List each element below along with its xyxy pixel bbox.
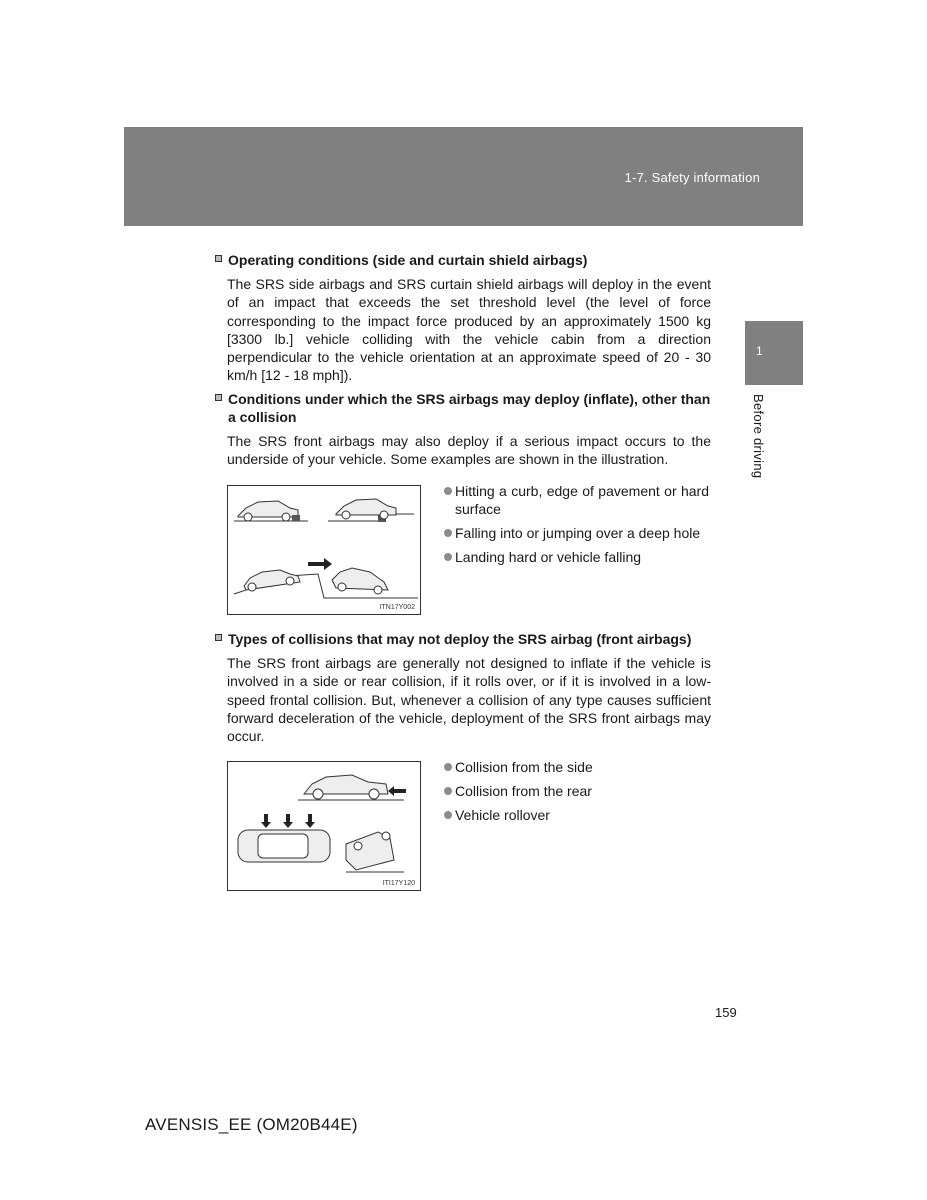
list-item	[443, 806, 709, 824]
square-bullet-icon	[215, 255, 222, 262]
car-top-view-icon	[238, 830, 330, 862]
bullet-dot-icon	[444, 553, 452, 561]
paragraph-may-not-deploy: The SRS front airbags are generally not designed to inflate if the vehicle is involved in a side or rear collision, if it rolls over, or if it is involved in a low-speed frontal collision. But, whenever a collision of any type causes sufficient forward deceleration of the vehicle, deployment of the SRS front airbags may occur.	[227, 655, 711, 745]
bullet-dot-icon	[444, 487, 452, 495]
figure-code: ITN17Y002	[379, 604, 415, 611]
car-icon	[336, 499, 396, 519]
paragraph-other-than-collision: The SRS front airbags may also deploy if a serious impact occurs to the underside of your vehicle. Some examples are shown in the illustration.	[227, 433, 711, 468]
bullet-list-non-deploy-collisions	[443, 758, 709, 830]
bullet-list-deploy-conditions	[443, 482, 709, 572]
list-item	[443, 482, 709, 518]
heading-text: Conditions under which the SRS airbags may deploy (inflate), other than a collision	[228, 391, 711, 425]
square-bullet-icon	[215, 394, 222, 401]
car-rollover-icon	[346, 832, 394, 870]
arrow-left-icon	[388, 786, 406, 796]
list-item-text: Landing hard or vehicle falling	[455, 549, 642, 565]
paragraph-operating-conditions: The SRS side airbags and SRS curtain shield airbags will deploy in the event of an impact that exceeds the set threshold level (the level of force corresponding to the impact force produced by an approximately 1500 kg [3300 lb.] vehicle colliding with the vehicle cabin from a direction perpendicular to the vehicle orientation at an approximate speed of 20 - 30 km/h [12 - 18 mph]).	[227, 276, 711, 384]
bullet-dot-icon	[444, 811, 452, 819]
collision-types-illustration	[228, 762, 420, 890]
figure-collision-types	[227, 761, 421, 891]
list-item-text: Hitting a curb, edge of pavement or hard surface	[455, 483, 709, 517]
bullet-dot-icon	[444, 529, 452, 537]
underside-impact-illustration	[228, 486, 420, 614]
list-item	[443, 758, 709, 776]
car-icon	[332, 568, 388, 594]
section-title: 1-7. Safety information	[624, 170, 760, 185]
list-item-text: Collision from the side	[455, 759, 593, 775]
heading-other-than-collision	[215, 390, 712, 426]
footer-model-code: AVENSIS_EE (OM20B44E)	[145, 1115, 358, 1134]
list-item-text: Falling into or jumping over a deep hole	[455, 525, 701, 541]
bullet-dot-icon	[444, 787, 452, 795]
bullet-dot-icon	[444, 763, 452, 771]
list-item-text: Collision from the rear	[455, 783, 592, 799]
square-bullet-icon	[215, 634, 222, 641]
heading-text: Operating conditions (side and curtain shield airbags)	[228, 252, 588, 268]
heading-operating-conditions	[215, 251, 712, 269]
figure-code: ITI17Y120	[382, 880, 415, 887]
chapter-label: Before driving	[751, 394, 766, 479]
car-icon	[238, 501, 298, 521]
arrow-down-icon	[261, 814, 271, 828]
page-number: 159	[715, 1005, 737, 1020]
list-item	[443, 548, 709, 566]
heading-may-not-deploy	[215, 630, 712, 648]
car-icon	[244, 570, 300, 591]
figure-underside-impact	[227, 485, 421, 615]
list-item-text: Vehicle rollover	[455, 807, 550, 823]
arrow-down-icon	[305, 814, 315, 828]
car-icon	[304, 775, 388, 799]
heading-text: Types of collisions that may not deploy the SRS airbag (front airbags)	[228, 631, 692, 647]
list-item	[443, 524, 709, 542]
list-item	[443, 782, 709, 800]
chapter-tab[interactable]	[745, 321, 803, 385]
arrow-down-icon	[283, 814, 293, 828]
header-band	[124, 127, 803, 226]
chapter-number: 1	[756, 344, 763, 358]
